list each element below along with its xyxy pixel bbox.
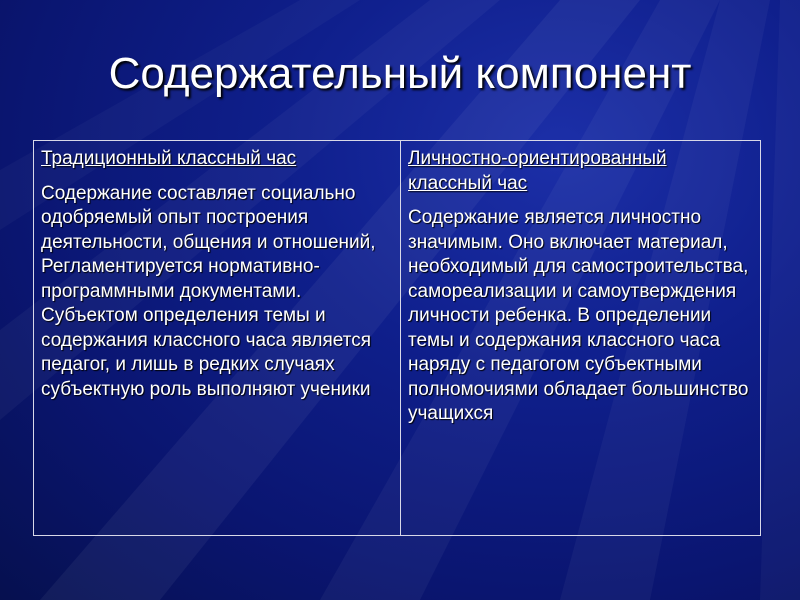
slide-title: Содержательный компонент (108, 49, 692, 98)
column-body: Содержание является личностно значимым. Оно включает материал, необходимый для самостроительства, самореализации и самоутверждения личности ребенка. В определении темы и содержания классного часа наряду с педагогом субъектными полномочиями обладает большинство учащихся (408, 207, 749, 424)
table-column-traditional (34, 141, 401, 535)
column-body: Содержание составляет социально одобряемый опыт построения деятельности, общения и отношений, Регламентируется нормативно-программными документами. Субъектом определения темы и содержания классного часа является педагог, и лишь в редких случаях субъектную роль выполняют ученики (41, 182, 376, 400)
column-heading: Традиционный классный час (41, 148, 297, 169)
table-column-personality-oriented (401, 141, 760, 535)
comparison-table (33, 140, 761, 536)
column-heading: Личностно-ориентированный классный час (408, 148, 667, 194)
